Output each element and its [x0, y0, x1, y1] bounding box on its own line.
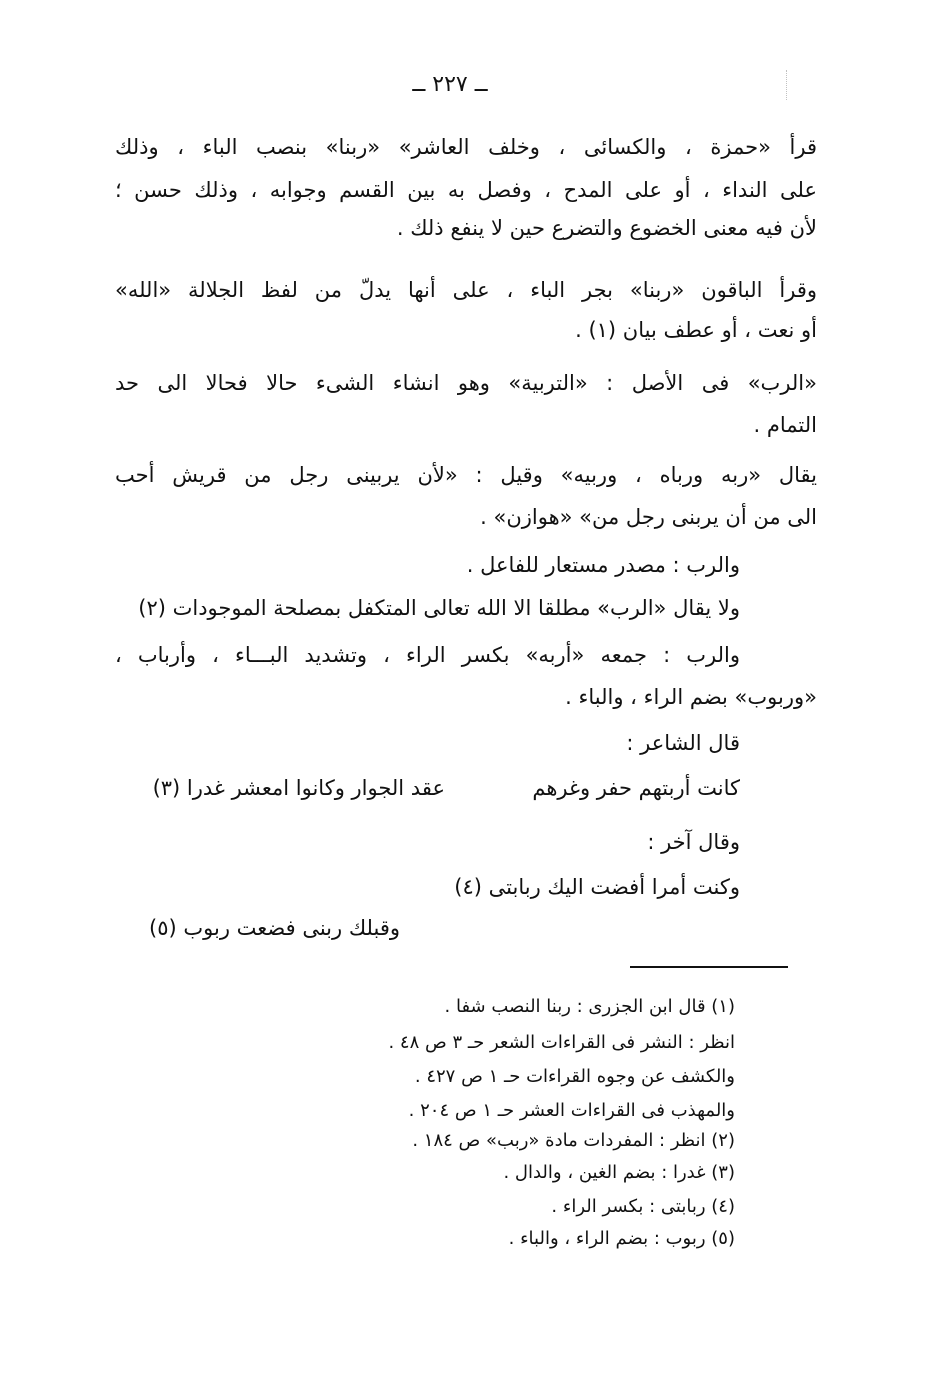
verse-second-half: عقد الجوار وكانوا امعشر غدرا (٣) — [152, 776, 445, 800]
scan-mark — [786, 70, 797, 100]
body-line: وقال آخر : — [647, 830, 740, 854]
footnote-line: والمهذب فى القراءات العشر حـ ١ ص ٢٠٤ . — [408, 1100, 735, 1121]
footnote-line: انظر : النشر فى القراءات الشعر حـ ٣ ص ٤٨ . — [388, 1032, 735, 1053]
body-line: يقال «ربه ورباه ، وربيه» وقيل : «لأن يربينى رجل من قريش أحب — [115, 463, 817, 487]
body-line: لأن فيه معنى الخضوع والتضرع حين لا ينفع ذلك . — [396, 216, 817, 240]
footnote-line: (٣) غدرا : بضم الغين ، والدال . — [503, 1162, 735, 1183]
body-line: ولا يقال «الرب» مطلقا الا الله تعالى المتكفل بمصلحة الموجودات (٢) — [138, 596, 740, 620]
verse-first-half: وكنت أمرا أفضت اليك ربابتى (٤) — [454, 875, 740, 899]
footnote-line: (١) قال ابن الجزرى : ربنا النصب شفا . — [444, 996, 735, 1017]
body-line: قرأ «حمزة ، والكسائى ، وخلف العاشر» «ربنا» بنصب الباء ، وذلك — [115, 135, 817, 159]
body-line: والرب : مصدر مستعار للفاعل . — [466, 553, 740, 577]
footnote-line: (٢) انظر : المفردات مادة «ربب» ص ١٨٤ . — [412, 1130, 735, 1151]
verse-first-half: كانت أربتهم حفر وغرهم — [532, 776, 740, 800]
body-line: التمام . — [753, 413, 817, 437]
footnote-line: والكشف عن وجوه القراءات حـ ١ ص ٤٢٧ . — [414, 1066, 735, 1087]
footnote-separator — [630, 966, 788, 968]
footnote-line: (٥) ربوب : بضم الراء ، والباء . — [508, 1228, 735, 1249]
page-number: ــ ٢٢٧ ــ — [412, 72, 488, 97]
body-line: وقرأ الباقون «ربنا» بجر الباء ، على أنها يدلّ من لفظ الجلالة «الله» — [115, 278, 817, 302]
body-line: والرب : جمعه «أربه» بكسر الراء ، وتشديد البـــاء ، وأرباب ، — [115, 643, 740, 667]
body-line: «الرب» فى الأصل : «التربية» وهو انشاء الشىء حالا فحالا الى حد — [115, 371, 817, 395]
footnote-line: (٤) ربابتى : بكسر الراء . — [551, 1196, 735, 1217]
body-line: أو نعت ، أو عطف بيان (١) . — [575, 318, 817, 342]
verse-second-half: وقبلك ربنى فضعت ربوب (٥) — [149, 916, 400, 940]
body-line: قال الشاعر : — [626, 731, 740, 755]
body-line: على النداء ، أو على المدح ، وفصل به بين القسم وجوابه ، وذلك حسن ؛ — [115, 178, 817, 202]
body-line: الى من أن يربنى رجل من» «هوازن» . — [480, 505, 817, 529]
body-line: «وربوب» بضم الراء ، والباء . — [565, 685, 817, 709]
